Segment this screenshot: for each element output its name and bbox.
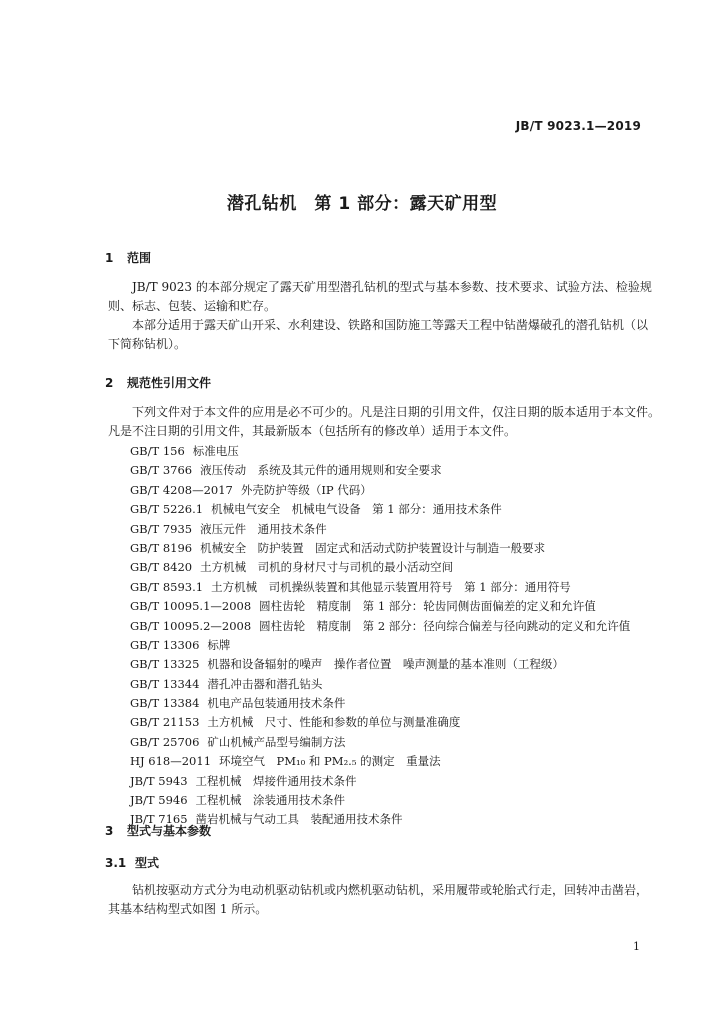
reference-code: GB/T 3766 — [130, 463, 193, 478]
reference-item — [130, 636, 630, 655]
reference-title: 机械电气安全 机械电气设备 第 1 部分：通用技术条件 — [211, 502, 502, 517]
section-title: 规范性引用文件 — [127, 376, 212, 390]
section-title: 型式与基本参数 — [127, 824, 212, 838]
section-title: 范围 — [127, 251, 152, 265]
reference-code: GB/T 7935 — [130, 521, 193, 536]
reference-item — [130, 539, 630, 558]
section-3-heading — [105, 822, 211, 839]
reference-title: 土方机械 司机的身材尺寸与司机的最小活动空间 — [200, 560, 454, 575]
section-2-body — [108, 403, 661, 441]
reference-item — [130, 558, 630, 577]
reference-code: JB/T 7165 — [130, 812, 188, 827]
reference-title: 土方机械 尺寸、性能和参数的单位与测量准确度 — [207, 715, 461, 730]
reference-code: GB/T 25706 — [130, 734, 200, 749]
reference-title: 潜孔冲击器和潜孔钻头 — [207, 676, 323, 691]
reference-code: GB/T 10095.1—2008 — [130, 599, 252, 614]
reference-item — [130, 772, 630, 791]
reference-item — [130, 520, 630, 539]
reference-title: 凿岩机械与气动工具 装配通用技术条件 — [195, 812, 403, 827]
reference-item — [130, 791, 630, 810]
body-line: 则、标志、包装、运输和贮存。 — [108, 299, 277, 313]
reference-title: 机器和设备辐射的噪声 操作者位置 噪声测量的基本准则（工程级） — [207, 657, 564, 672]
reference-item — [130, 713, 630, 732]
reference-code: JB/T 5946 — [130, 793, 188, 808]
reference-title: 机电产品包装通用技术条件 — [207, 696, 346, 711]
body-line: JB/T 9023 的本部分规定了露天矿用型潜孔钻机的型式与基本参数、技术要求、试验方法、检验规 — [132, 280, 652, 294]
reference-item — [130, 442, 630, 461]
reference-code: GB/T 10095.2—2008 — [130, 618, 252, 633]
reference-item — [130, 597, 630, 616]
reference-code: GB/T 13384 — [130, 696, 200, 711]
reference-item — [130, 655, 630, 674]
section-number: 3.1 — [105, 856, 127, 870]
reference-code: GB/T 21153 — [130, 715, 200, 730]
section-3-1-body — [108, 881, 649, 919]
reference-item — [130, 752, 630, 771]
normative-references-list — [130, 442, 630, 830]
section-1-body — [108, 278, 652, 354]
reference-code: GB/T 13306 — [130, 637, 200, 652]
reference-item — [130, 461, 630, 480]
standard-code: JB/T 9023.1—2019 — [515, 119, 641, 133]
reference-code: GB/T 5226.1 — [130, 502, 204, 517]
reference-title: 液压元件 通用技术条件 — [200, 521, 327, 536]
reference-title: 标准电压 — [192, 444, 239, 458]
section-1-heading — [105, 249, 151, 266]
reference-title: 工程机械 焊接件通用技术条件 — [195, 773, 357, 788]
reference-item — [130, 578, 630, 597]
section-title: 型式 — [135, 856, 160, 870]
section-3-1-heading — [105, 854, 159, 871]
reference-code: GB/T 156 — [130, 444, 185, 458]
section-number: 2 — [105, 376, 114, 390]
reference-code: HJ 618—2011 — [130, 754, 212, 769]
body-line: 其基本结构型式如图 1 所示。 — [108, 902, 268, 916]
reference-item — [130, 675, 630, 694]
reference-title: 标牌 — [207, 637, 231, 652]
body-line: 本部分适用于露天矿山开采、水利建设、铁路和国防施工等露天工程中钻凿爆破孔的潜孔钻机（以 — [132, 318, 649, 332]
reference-title: 机械安全 防护装置 固定式和活动式防护装置设计与制造一般要求 — [200, 540, 546, 555]
page-number: 1 — [633, 940, 640, 953]
section-number: 3 — [105, 824, 114, 838]
reference-code: GB/T 4208—2017 — [130, 482, 233, 497]
reference-title: 土方机械 司机操纵装置和其他显示装置用符号 第 1 部分：通用符号 — [211, 579, 571, 594]
reference-item — [130, 694, 630, 713]
document-title: 潜孔钻机 第 1 部分：露天矿用型 — [226, 194, 498, 214]
reference-code: GB/T 8196 — [130, 540, 193, 555]
reference-item — [130, 481, 630, 500]
reference-item — [130, 617, 630, 636]
reference-title: 环境空气 PM₁₀ 和 PM₂.₅ 的测定 重量法 — [219, 754, 441, 769]
reference-item — [130, 733, 630, 752]
reference-code: GB/T 8420 — [130, 560, 193, 575]
section-number: 1 — [105, 251, 114, 265]
reference-code: GB/T 13325 — [130, 657, 200, 672]
reference-title: 矿山机械产品型号编制方法 — [207, 734, 346, 749]
body-line: 下简称钻机）。 — [108, 337, 187, 351]
reference-code: GB/T 13344 — [130, 676, 200, 691]
reference-title: 液压传动 系统及其元件的通用规则和安全要求 — [200, 463, 442, 478]
reference-code: GB/T 8593.1 — [130, 579, 204, 594]
reference-item — [130, 500, 630, 519]
reference-title: 圆柱齿轮 精度制 第 2 部分：径向综合偏差与径向跳动的定义和允许值 — [259, 618, 631, 633]
body-line: 下列文件对于本文件的应用是必不可少的。凡是注日期的引用文件，仅注日期的版本适用于本文件。 — [132, 405, 661, 419]
body-line: 钻机按驱动方式分为电动机驱动钻机或内燃机驱动钻机，采用履带或轮胎式行走，回转冲击凿岩， — [132, 883, 649, 897]
reference-title: 工程机械 涂装通用技术条件 — [195, 793, 346, 808]
reference-title: 外壳防护等级（IP 代码） — [240, 482, 372, 497]
body-line: 凡是不注日期的引用文件，其最新版本（包括所有的修改单）适用于本文件。 — [108, 424, 517, 438]
reference-title: 圆柱齿轮 精度制 第 1 部分：轮齿同侧齿面偏差的定义和允许值 — [259, 599, 596, 614]
reference-code: JB/T 5943 — [130, 773, 188, 788]
section-2-heading — [105, 374, 211, 391]
